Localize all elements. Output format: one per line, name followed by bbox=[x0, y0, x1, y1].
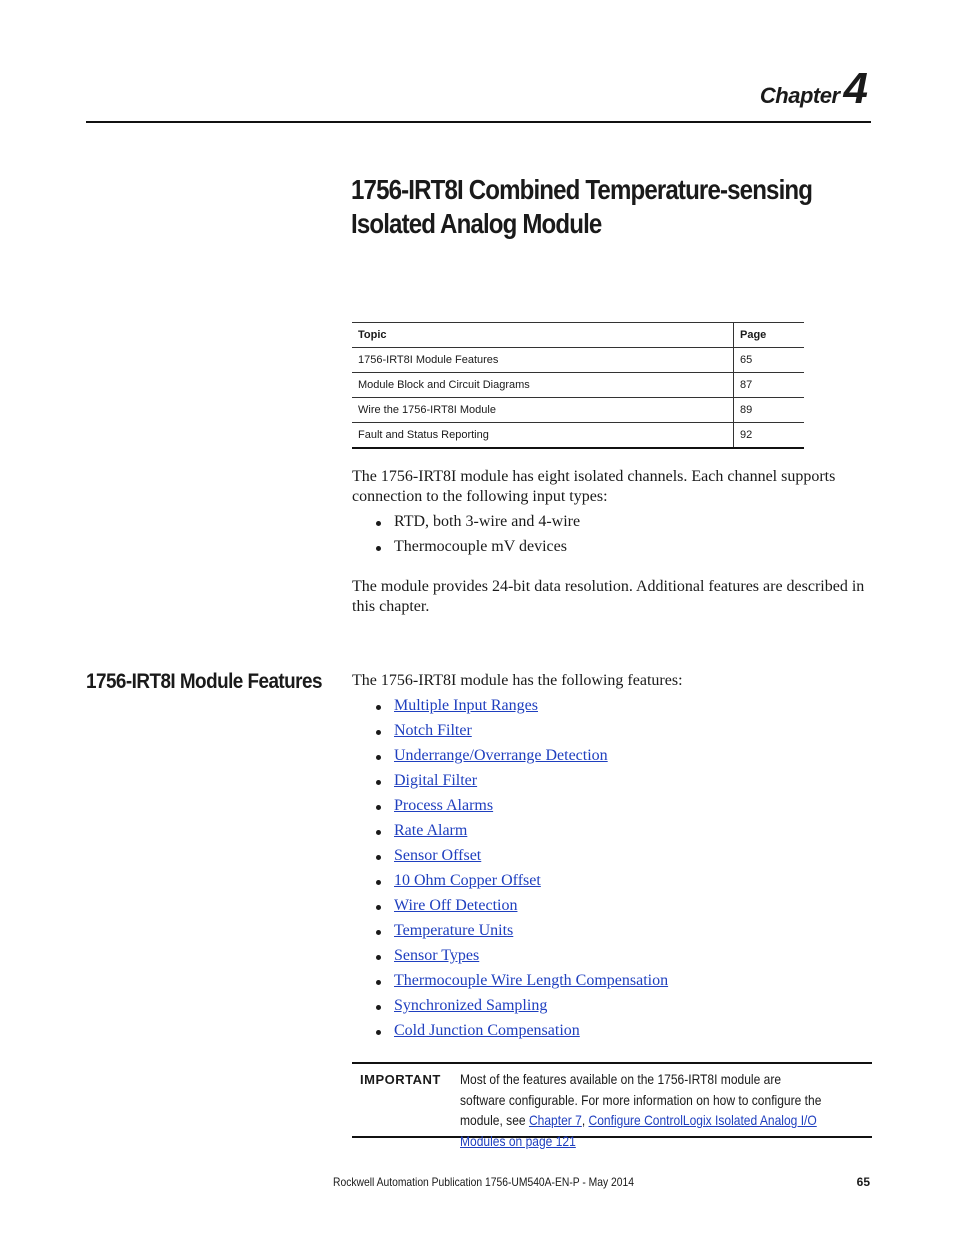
topic-cell: Fault and Status Reporting bbox=[352, 423, 734, 449]
list-item bbox=[352, 971, 668, 996]
table-row bbox=[352, 423, 804, 449]
list-item bbox=[352, 821, 668, 846]
page-header: Page bbox=[734, 323, 805, 348]
list-item bbox=[352, 1021, 668, 1046]
list-item bbox=[352, 871, 668, 896]
page-title: 1756-IRT8I Combined Temperature-sensing Isolated Analog Module bbox=[351, 174, 813, 239]
feature-link-digital-filter[interactable]: Digital Filter bbox=[394, 772, 478, 789]
topic-cell: Module Block and Circuit Diagrams bbox=[352, 373, 734, 398]
feature-link-wire-length-compensation[interactable]: Thermocouple Wire Length Compensation bbox=[394, 972, 669, 989]
topics-table bbox=[352, 322, 804, 449]
table-header-row bbox=[352, 323, 804, 348]
important-text bbox=[460, 1069, 830, 1151]
table-row bbox=[352, 348, 804, 373]
resolution-paragraph: The module provides 24-bit data resolution. Additional features are described in this chapter. bbox=[352, 578, 865, 615]
chapter-word: Chapter bbox=[759, 83, 840, 108]
feature-link-notch-filter[interactable]: Notch Filter bbox=[394, 722, 472, 739]
list-item bbox=[352, 946, 668, 971]
table-row bbox=[352, 398, 804, 423]
feature-link-sensor-types[interactable]: Sensor Types bbox=[394, 947, 480, 964]
footer-publication: Rockwell Automation Publication 1756-UM540A-EN-P - May 2014 bbox=[333, 1175, 634, 1189]
list-item bbox=[352, 796, 668, 821]
topic-cell: 1756-IRT8I Module Features bbox=[352, 348, 734, 373]
footer-page-number: 65 bbox=[856, 1175, 870, 1189]
features-lead: The 1756-IRT8I module has the following features: bbox=[352, 672, 683, 689]
important-note bbox=[352, 1062, 872, 1149]
feature-link-process-alarms[interactable]: Process Alarms bbox=[394, 797, 494, 814]
list-item bbox=[352, 996, 668, 1021]
features-list bbox=[352, 696, 668, 1046]
page-cell: 65 bbox=[734, 348, 805, 373]
feature-link-underrange-overrange[interactable]: Underrange/Overrange Detection bbox=[394, 747, 608, 764]
important-body: Most of the features available on the 1756-IRT8I module are software configurable. For more information on how to configure the module, see bbox=[460, 1071, 822, 1128]
list-item bbox=[352, 746, 668, 771]
link-separator: , bbox=[581, 1112, 589, 1128]
list-item bbox=[352, 896, 668, 921]
topic-header: Topic bbox=[352, 323, 734, 348]
page-cell: 92 bbox=[734, 423, 805, 449]
table-row bbox=[352, 373, 804, 398]
chapter-number: 4 bbox=[843, 64, 868, 113]
list-item bbox=[352, 846, 668, 871]
chapter-label bbox=[760, 64, 868, 114]
feature-link-temperature-units[interactable]: Temperature Units bbox=[394, 922, 514, 939]
configure-modules-link[interactable]: Configure ControlLogix Isolated Analog I/O Modules on page 121 bbox=[460, 1112, 817, 1149]
feature-link-cold-junction-compensation[interactable]: Cold Junction Compensation bbox=[394, 1022, 580, 1039]
feature-link-synchronized-sampling[interactable]: Synchronized Sampling bbox=[394, 997, 548, 1014]
input-types-list bbox=[352, 512, 580, 562]
feature-link-sensor-offset[interactable]: Sensor Offset bbox=[394, 847, 482, 864]
list-item bbox=[352, 721, 668, 746]
list-item: Thermocouple mV devices bbox=[352, 537, 580, 562]
chapter-7-link[interactable]: Chapter 7 bbox=[528, 1112, 582, 1128]
feature-link-copper-offset[interactable]: 10 Ohm Copper Offset bbox=[394, 872, 541, 889]
list-item bbox=[352, 696, 668, 721]
list-item bbox=[352, 921, 668, 946]
chapter-divider bbox=[86, 121, 871, 123]
section-heading: 1756-IRT8I Module Features bbox=[86, 670, 322, 693]
feature-link-wire-off-detection[interactable]: Wire Off Detection bbox=[394, 897, 518, 914]
topic-cell: Wire the 1756-IRT8I Module bbox=[352, 398, 734, 423]
feature-link-multiple-input-ranges[interactable]: Multiple Input Ranges bbox=[394, 697, 538, 714]
page-cell: 87 bbox=[734, 373, 805, 398]
list-item bbox=[352, 771, 668, 796]
page-cell: 89 bbox=[734, 398, 805, 423]
intro-paragraph: The 1756-IRT8I module has eight isolated channels. Each channel supports connection to the following input types: bbox=[352, 468, 836, 505]
feature-link-rate-alarm[interactable]: Rate Alarm bbox=[394, 822, 468, 839]
list-item: RTD, both 3-wire and 4-wire bbox=[352, 512, 580, 537]
important-label: IMPORTANT bbox=[360, 1072, 441, 1087]
